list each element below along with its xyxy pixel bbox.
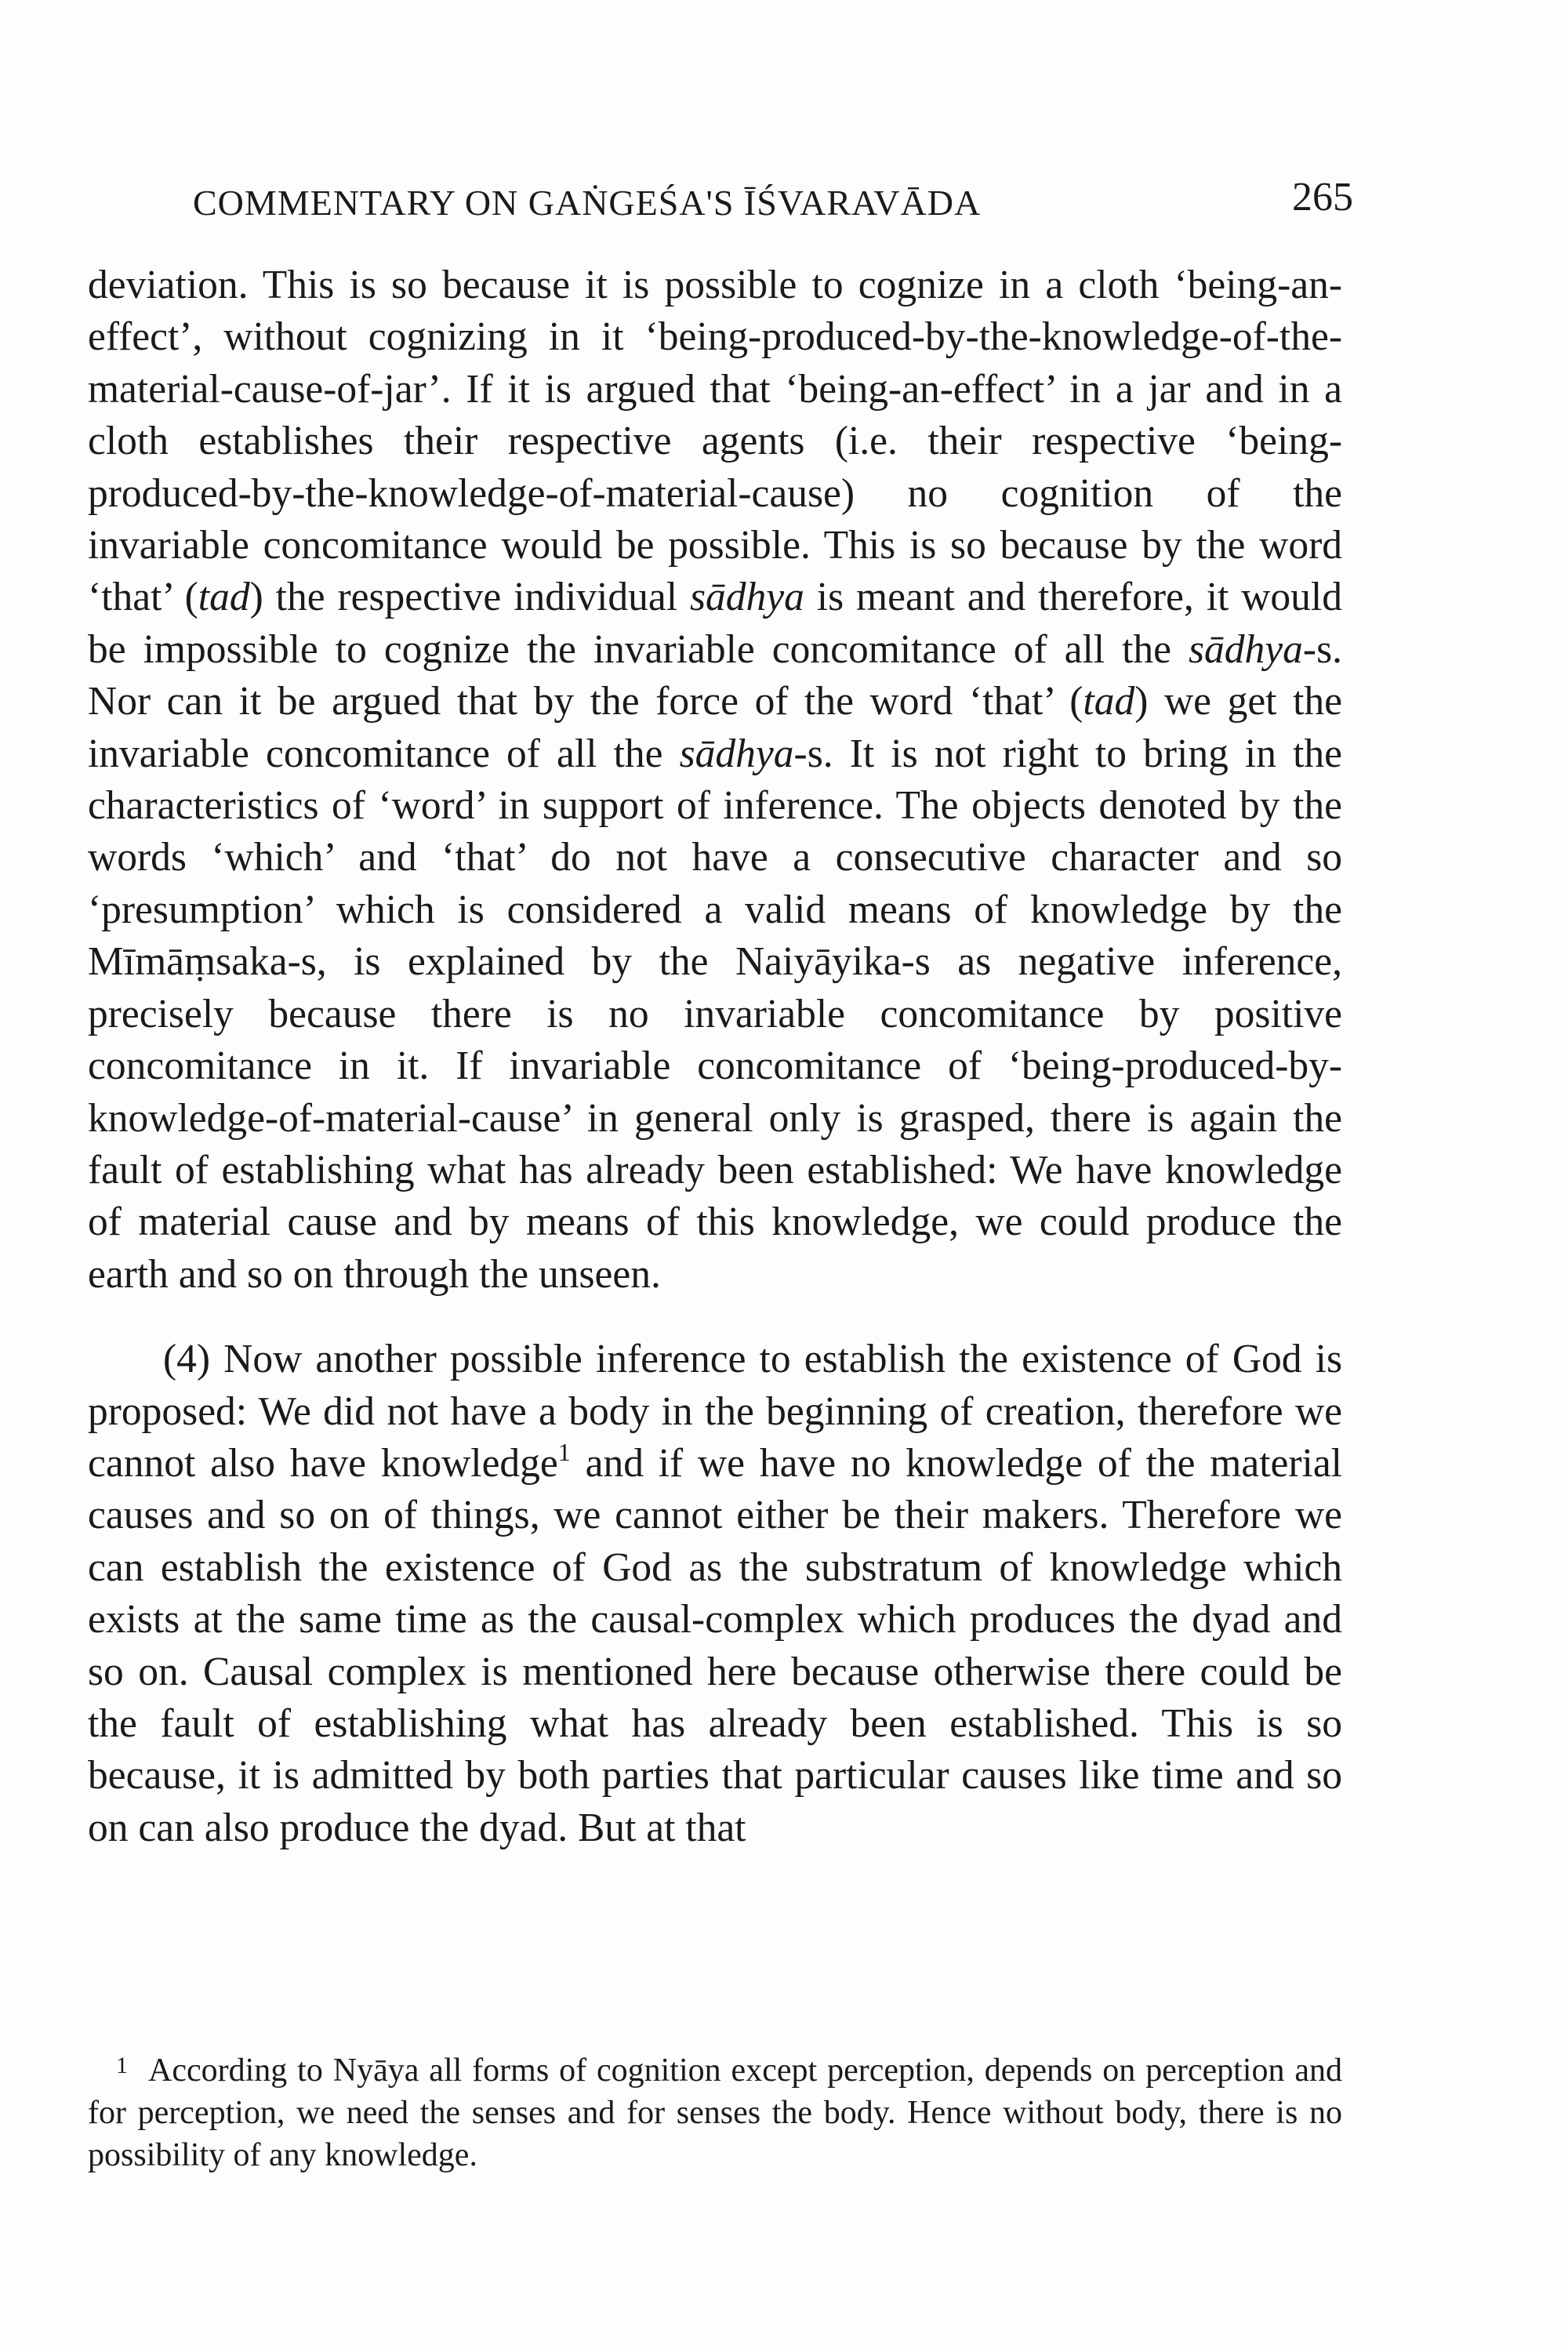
footnote-reference[interactable]: 1 [557,1437,571,1466]
paragraph-gap [88,1301,1342,1334]
p1-text-5: ) we get the invariable concomitance of all the [88,679,1342,776]
p1-term-sadhya-1: sādhya [689,575,804,620]
p1-text-4: -s. Nor can it be argued that by the force of the word ‘that’ ( [88,626,1342,724]
body-text [88,260,1342,1854]
footnote-paragraph [88,2045,1342,2176]
p1-term-sadhya-3: sādhya [679,731,794,776]
running-head [193,174,1353,229]
p1-term-tad-2: tad [1083,679,1135,724]
p1-term-tad-1: tad [198,575,250,620]
p1-text-3: is meant and therefore, it would be impossible to cognize the invariable concomitance of all the [88,575,1342,672]
page-number: 265 [1292,175,1353,220]
p1-term-sadhya-2: sādhya [1189,626,1303,672]
running-title: COMMENTARY ON GAṄGEŚA'S ĪŚVARAVĀDA [193,183,982,223]
p2-text-1: (4) Now another possible inference to establish the existence of God is proposed: We did not have a body in the beginning of creation, therefore we cannot also have knowledge [88,1337,1342,1486]
paragraph-continuation [88,260,1342,1301]
footnote-text: According to Nyāya all forms of cognition except perception, depends on perception and for perception, we need the senses and for senses the body. Hence without body, there is no possibility of any knowledge. [88,2053,1342,2173]
paragraph-4 [88,1334,1342,1854]
p1-text-6: -s. It is not right to bring in the characteristics of ‘word’ in support of inference. The objects denoted by the words ‘which’ and ‘that’ do not have a consecutive character and so ‘presumption’ which is considered a valid means of knowledge by the Mīmāṃsaka-s, is explained by the Naiyāyika-s as negative inference, precisely because there is no invariable concomitance by positive concomitance in it. If invariable concomitance of ‘being-produced-by-knowledge-of-material-cause’ in general only is grasped, there is again the fault of establishing what has already been established: We have knowledge of material cause and by means of this knowledge, we could produce the earth and so on through the unseen. [88,731,1342,1297]
footnote [88,2045,1342,2176]
p1-text-1: deviation. This is so because it is possible to cognize in a cloth ‘being-an-effect’, without cognizing in it ‘being-produced-by-the-knowledge-of-the-material-cause-of-jar’. If it is argued that ‘being-an-effect’ in a jar and in a cloth establishes their respective agents (i.e. their respective ‘being-produced-by-the-knowledge-of-material-cause) no cognition of the invariable concomitance would be possible. This is so because by the word ‘that’ ( [88,263,1342,620]
footnote-marker: 1 [116,2053,128,2078]
p2-text-2: and if we have no knowledge of the material causes and so on of things, we cannot either be their makers. Therefore we can establish the existence of God as the substratum of knowledge which exists at the same time as the causal-complex which produces the dyad and so on. Causal complex is mentioned here because otherwise there could be the fault of establishing what has already been established. This is so because, it is admitted by both parties that particular causes like time and so on can also produce the dyad. But at that [88,1440,1342,1850]
p1-text-2: ) the respective individual [249,575,690,620]
